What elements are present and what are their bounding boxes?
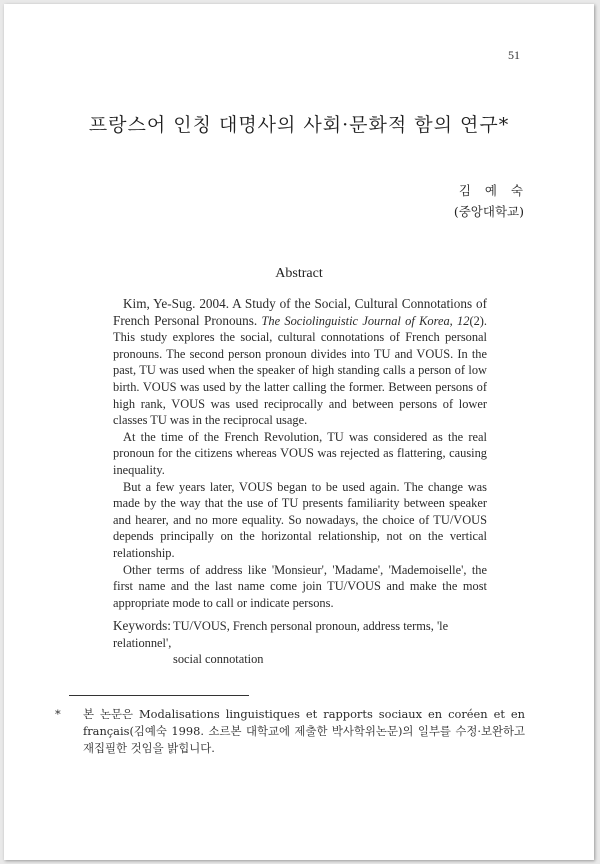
abstract-paragraph-1 xyxy=(113,296,487,429)
footnote-divider xyxy=(69,695,249,696)
abstract-paragraph-3: But a few years later, VOUS began to be used again. The change was made by the way that the use of TU presents familiarity between speaker and hearer, and no more equality. So nowadays, the choice of TU/VOUS depends principally on the horizontal relationship, not on the vertical relationship. xyxy=(113,479,487,560)
journal-issue: (2). xyxy=(469,313,487,328)
abstract-heading: Abstract xyxy=(275,266,323,281)
footnote-text: 본 논문은 Modalisations linguistiques et rapports sociaux en coréen et en français(김예숙 1998. 소르본 대학교에 제출한 박사학위논문)의 일부를 수정·보완하고 재집필한 것임을 밝힙니다. xyxy=(83,707,525,755)
keywords-line-1: TU/VOUS, French personal pronoun, address terms, 'le relationnel', xyxy=(113,619,449,650)
abstract-body xyxy=(113,296,487,611)
keywords-label: Keywords: xyxy=(113,618,171,633)
page-number: 51 xyxy=(508,48,520,62)
abstract-paragraph-4: Other terms of address like 'Monsieur', 'Madame', 'Mademoiselle', the first name and the last name come join TU/VOUS and make the most appropriate mode to call or indicate persons. xyxy=(113,562,487,610)
author-block xyxy=(453,180,528,222)
citation-lead: Kim, Ye-Sug. 2004. A Study of the Social, Cultural Connotations of French Personal Pronouns. xyxy=(113,296,487,328)
abstract-paragraph-2: At the time of the French Revolution, TU was considered as the real pronoun for the citizens whereas VOUS was rejected as flattering, causing inequality. xyxy=(113,429,487,477)
footnote xyxy=(55,706,525,757)
author-name: 김 예 숙 xyxy=(458,183,528,198)
abstract-paragraph-1-text: This study explores the social, cultural connotations of French personal pronouns. The second person pronoun divides into TU and VOUS. In the past, TU was used when the speaker of high standing calls a person of low birth. VOUS was used by the latter calling the former. Between persons of high rank, VOUS was used reciprocally and between persons of lower classes TU was in the reciprocal usage. xyxy=(113,330,487,428)
document-page xyxy=(4,4,594,860)
paper-title: 프랑스어 인칭 대명사의 사회·문화적 함의 연구* xyxy=(88,114,510,136)
journal-name: The Sociolinguistic Journal of Korea, 12 xyxy=(261,313,470,328)
keywords-block xyxy=(113,618,487,668)
author-affiliation: (중앙대학교) xyxy=(453,204,524,219)
keywords-line-2: social connotation xyxy=(173,652,264,667)
footnote-mark: * xyxy=(55,707,61,721)
